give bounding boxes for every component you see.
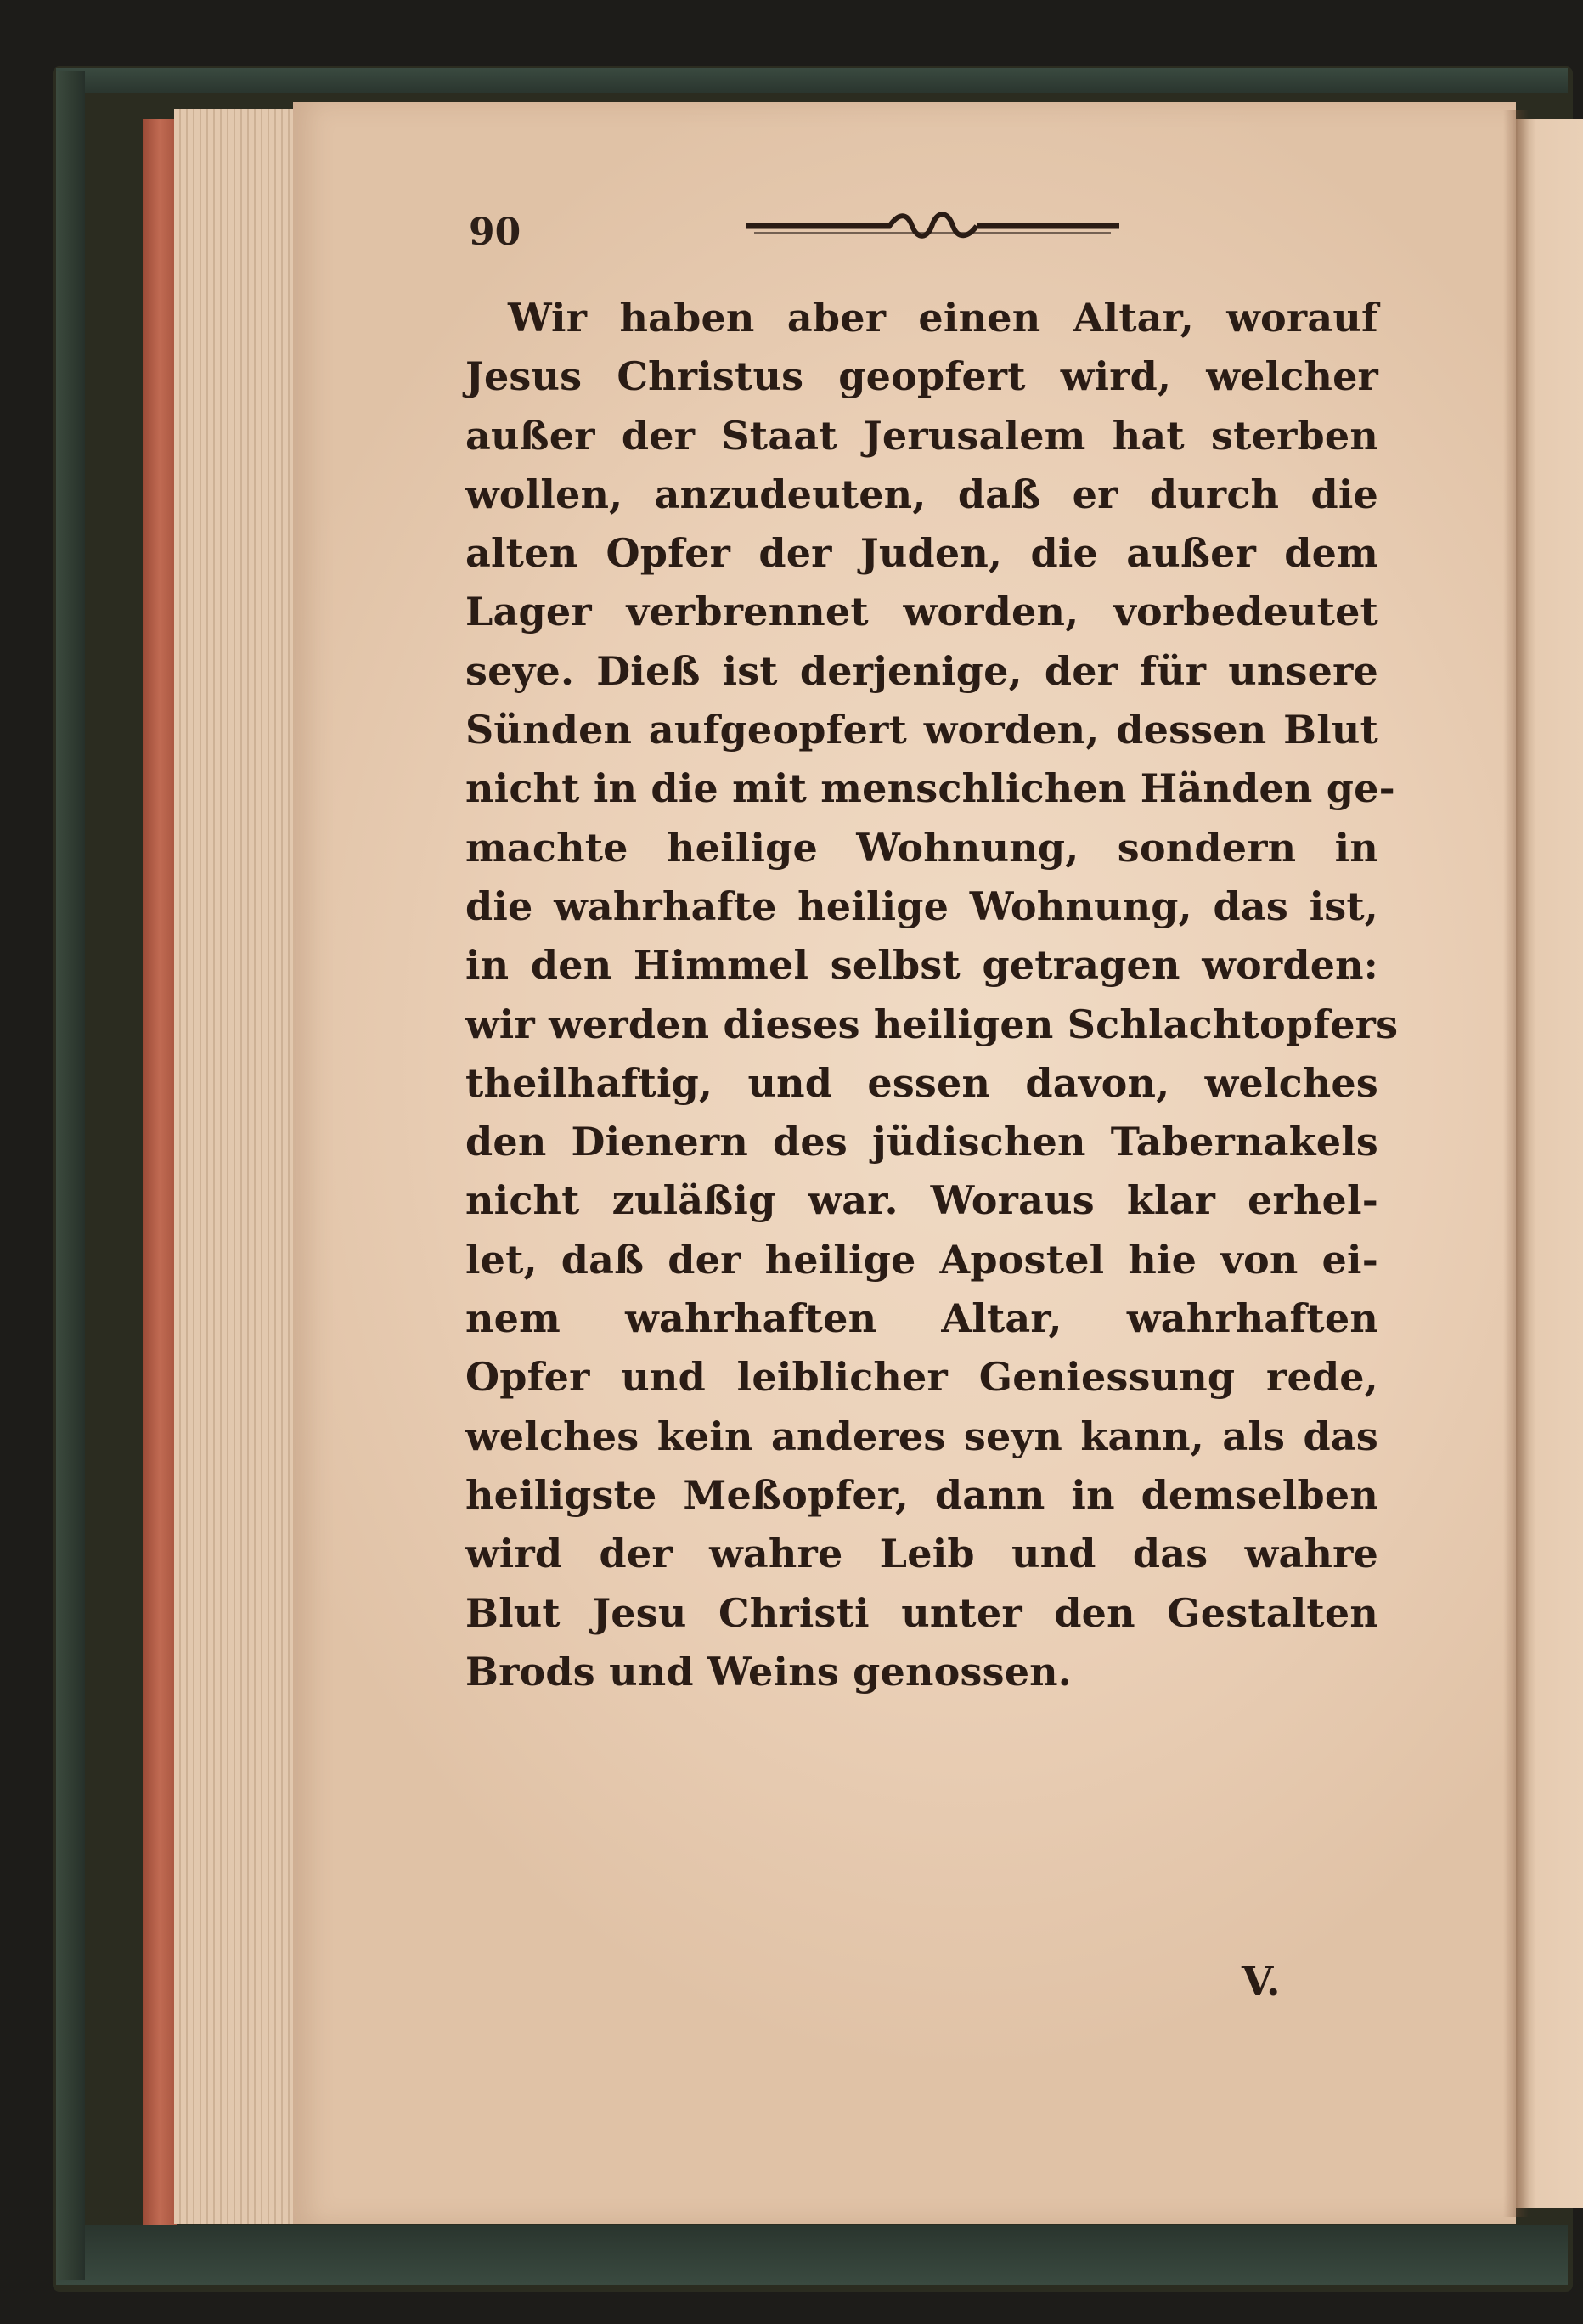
cover-top-cloth	[56, 68, 1568, 93]
text-line: Lager verbrennet worden, vorbedeutet	[465, 589, 1378, 635]
text-line: wird der wahre Leib und das wahre	[465, 1531, 1378, 1577]
catchword: V.	[1242, 1958, 1281, 2005]
text-line: außer der Staat Jerusalem hat sterben	[465, 412, 1378, 459]
text-line: theilhaftig, und essen davon, welches	[465, 1059, 1378, 1106]
text-line: Opfer und leiblicher Geniessung rede,	[465, 1354, 1378, 1401]
page-number: 90	[469, 211, 521, 254]
text-line: nem wahrhaften Altar, wahrhaften	[465, 1295, 1378, 1342]
header-ornament	[746, 207, 1119, 245]
text-line: Wir haben aber einen Altar, worauf	[508, 295, 1378, 341]
page-red-edge	[143, 119, 177, 2225]
text-line: Sünden aufgeopfert worden, dessen Blut	[465, 707, 1378, 753]
text-line: heiligste Meßopfer, dann in demselben	[465, 1471, 1378, 1518]
text-line: den Dienern des jüdischen Tabernakels	[465, 1119, 1378, 1165]
text-line: wir werden dieses heiligen Schlachtopfers	[465, 1001, 1399, 1047]
text-line: wollen, anzudeuten, daß er durch die	[465, 471, 1378, 517]
text-line: welches kein anderes seyn kann, als das	[465, 1413, 1378, 1459]
cover-spine-edge	[56, 71, 85, 2280]
text-line: Blut Jesu Christi unter den Gestalten	[465, 1589, 1378, 1636]
text-line: Brods und Weins genossen.	[465, 1648, 1073, 1695]
text-line: Jesus Christus geopfert wird, welcher	[465, 353, 1378, 400]
text-line: die wahrhafte heilige Wohnung, das ist,	[465, 883, 1378, 929]
text-line: seye. Dieß ist derjenige, der für unsere	[465, 647, 1378, 694]
body-text	[465, 289, 1399, 1701]
cover-bottom-cloth	[56, 2225, 1568, 2285]
page-gutter	[1503, 110, 1529, 2217]
text-line: nicht in die mit menschlichen Händen ge-	[465, 765, 1395, 812]
text-line: in den Himmel selbst getragen worden:	[465, 942, 1378, 989]
text-line: nicht zuläßig war. Woraus klar erhel-	[465, 1177, 1378, 1224]
text-line: alten Opfer der Juden, die außer dem	[465, 530, 1378, 577]
text-line: let, daß der heilige Apostel hie von ei-	[465, 1236, 1378, 1283]
text-line: machte heilige Wohnung, sondern in	[465, 824, 1378, 871]
